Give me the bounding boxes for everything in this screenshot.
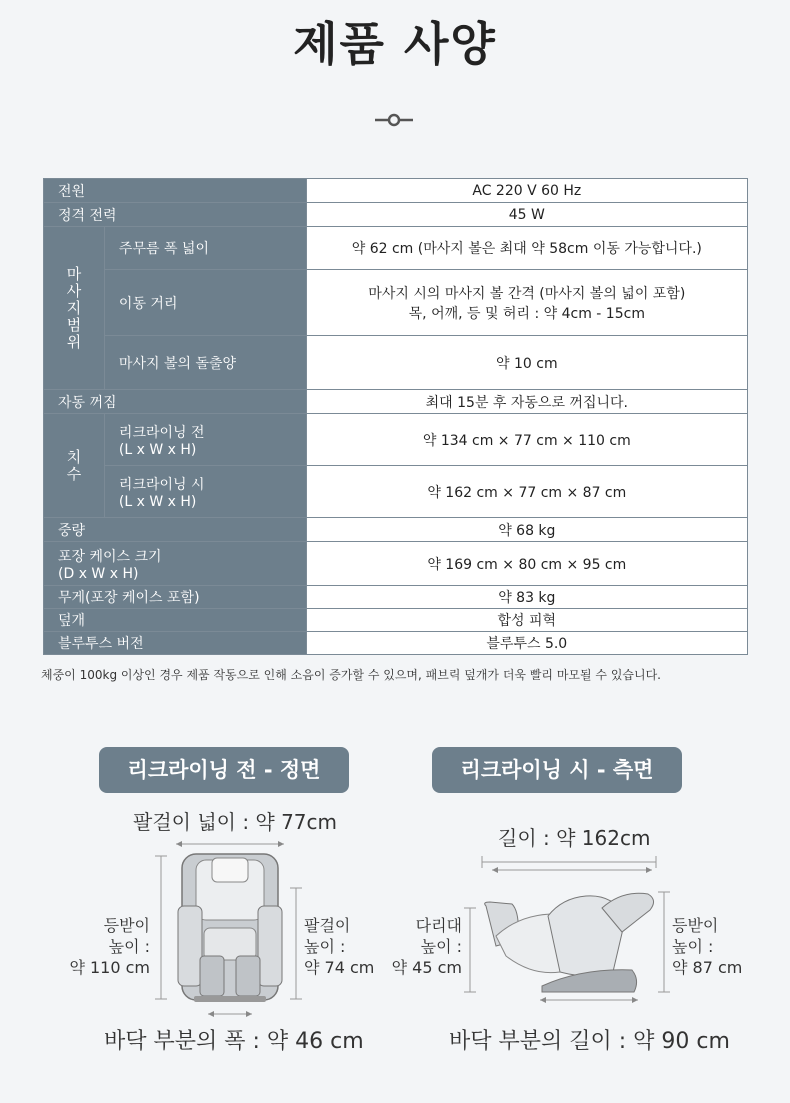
spec-value: 약 134 cm × 77 cm × 110 cm: [306, 414, 747, 466]
front-chair-diagram: [150, 836, 310, 1020]
spec-label: 전원: [44, 179, 307, 203]
spec-value: 약 10 cm: [306, 336, 747, 390]
spec-value: 약 62 cm (마사지 볼은 최대 약 58cm 이동 가능합니다.): [306, 227, 747, 270]
table-row: [44, 414, 748, 466]
usage-note: 체중이 100kg 이상인 경우 제품 작동으로 인해 소음이 증가할 수 있으며, 패브릭 덮개가 더욱 빨리 마모될 수 있습니다.: [41, 668, 661, 682]
front-view-badge: 리크라이닝 전 - 정면: [99, 747, 349, 793]
front-back-height-label: 등받이 높이 : 약 110 cm: [69, 916, 150, 977]
spec-label: 블루투스 버전: [44, 632, 307, 655]
spec-value: 최대 15분 후 자동으로 꺼집니다.: [306, 390, 747, 414]
table-row: [44, 227, 748, 270]
spec-label: 무게(포장 케이스 포함): [44, 586, 307, 609]
spec-value: 마사지 시의 마사지 볼 간격 (마사지 볼의 넓이 포함) 목, 어깨, 등 및 허리 : 약 4cm - 15cm: [306, 270, 747, 336]
spec-label: 포장 케이스 크기 (D x W x H): [44, 542, 307, 586]
spec-label: 정격 전력: [44, 203, 307, 227]
front-armrest-height-label: 팔걸이 높이 : 약 74 cm: [304, 916, 375, 977]
spec-label: 리크라이닝 전 (L x W x H): [104, 414, 306, 466]
side-view-badge: 리크라이닝 시 - 측면: [432, 747, 682, 793]
table-row: [44, 609, 748, 632]
side-back-height-label: 등받이 높이 : 약 87 cm: [672, 916, 743, 977]
table-row: [44, 632, 748, 655]
spec-value: 약 169 cm × 80 cm × 95 cm: [306, 542, 747, 586]
divider-ornament-icon: [373, 110, 415, 130]
table-row: [44, 542, 748, 586]
table-row: [44, 270, 748, 336]
spec-value: 약 83 kg: [306, 586, 747, 609]
side-chair-diagram: [462, 856, 672, 1008]
length-label: 길이 : 약 162cm: [498, 826, 651, 850]
spec-label: 마사지 볼의 돌출양: [104, 336, 306, 390]
spec-value: 약 162 cm × 77 cm × 87 cm: [306, 466, 747, 518]
table-row: [44, 203, 748, 227]
spec-label: 주무름 폭 넓이: [104, 227, 306, 270]
spec-value: 약 68 kg: [306, 518, 747, 542]
spec-value: AC 220 V 60 Hz: [306, 179, 747, 203]
massage-range-group-label: 마 사 지 범 위: [44, 227, 105, 390]
table-row: [44, 518, 748, 542]
spec-table: [43, 178, 748, 655]
armrest-width-label: 팔걸이 넓이 : 약 77cm: [133, 810, 338, 834]
spec-label: 덮개: [44, 609, 307, 632]
spec-value: 45 W: [306, 203, 747, 227]
spec-label: 이동 거리: [104, 270, 306, 336]
table-row: [44, 179, 748, 203]
table-row: [44, 390, 748, 414]
table-row: [44, 466, 748, 518]
leg-height-label: 다리대 높이 : 약 45 cm: [391, 916, 462, 977]
base-width-label: 바닥 부분의 폭 : 약 46 cm: [104, 1029, 364, 1054]
spec-label: 자동 꺼짐: [44, 390, 307, 414]
spec-value: 블루투스 5.0: [306, 632, 747, 655]
table-row: [44, 336, 748, 390]
base-length-label: 바닥 부분의 길이 : 약 90 cm: [449, 1029, 730, 1054]
page-title: 제품 사양: [293, 17, 497, 71]
dimensions-group-label: 치 수: [44, 414, 105, 518]
spec-label: 리크라이닝 시 (L x W x H): [104, 466, 306, 518]
spec-label: 중량: [44, 518, 307, 542]
table-row: [44, 586, 748, 609]
spec-value: 합성 피혁: [306, 609, 747, 632]
